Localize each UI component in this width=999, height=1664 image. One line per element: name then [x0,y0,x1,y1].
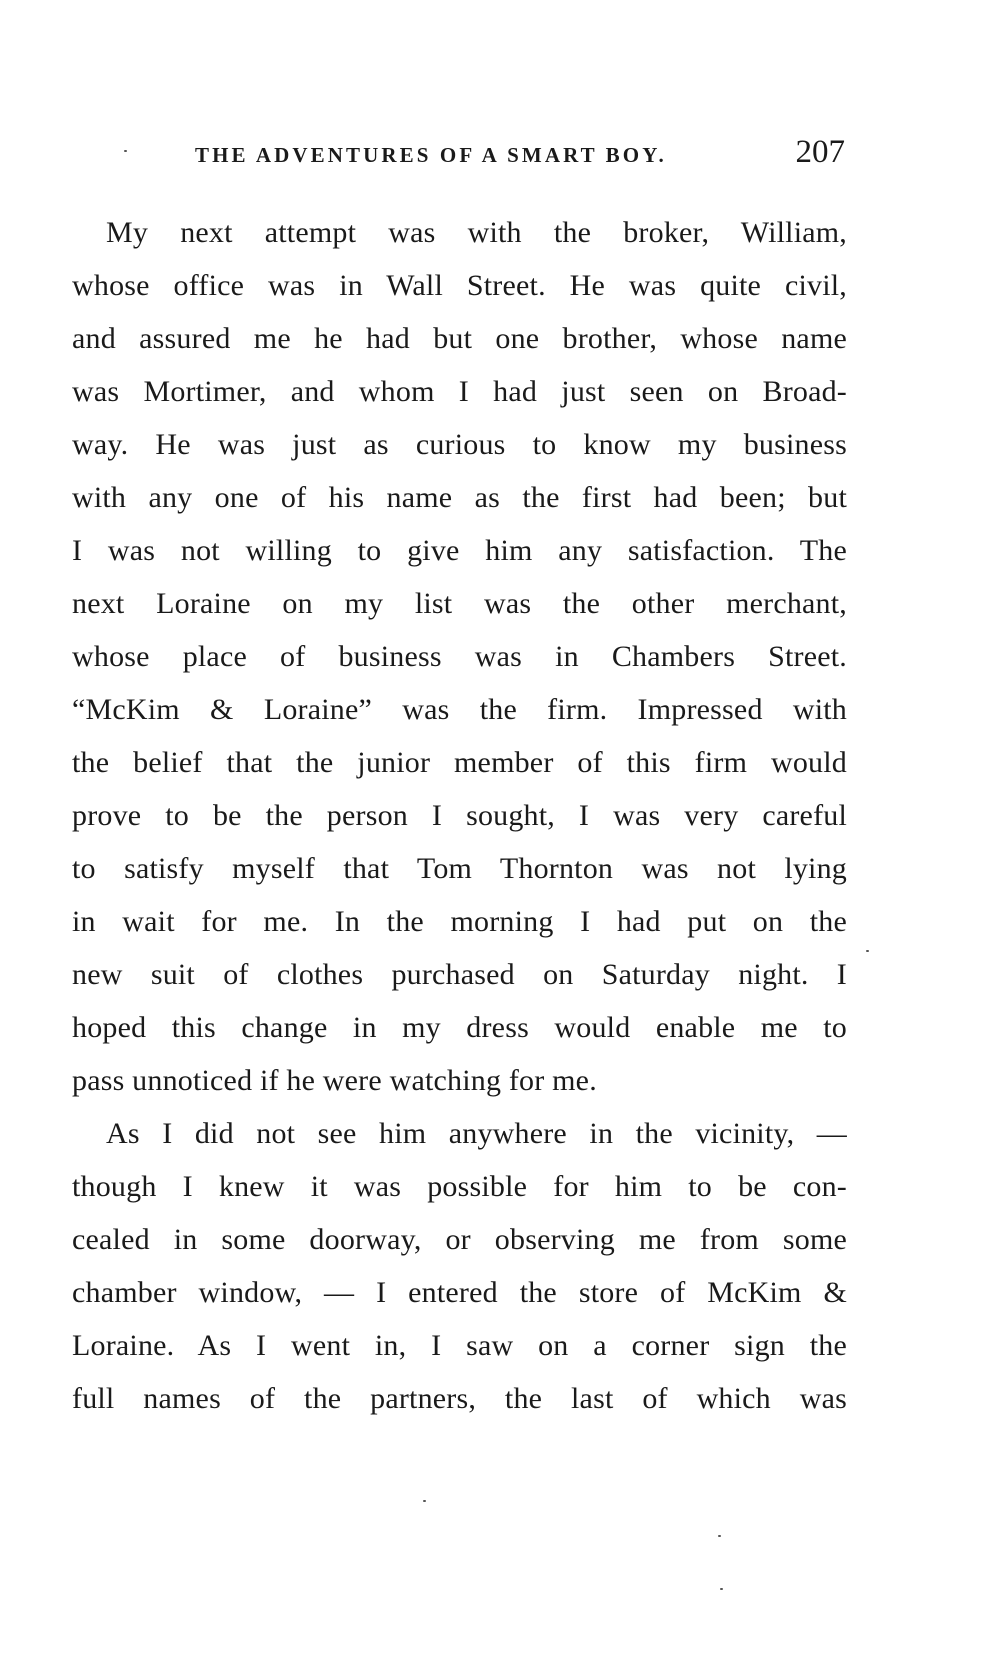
text-line: in wait for me. In the morning I had put on the [72,905,847,938]
text-line: chamber window, — I entered the store of McKim & [72,1276,847,1309]
print-speck [866,950,869,952]
text-line: next Loraine on my list was the other merchant, [72,587,847,620]
print-speck [718,1535,721,1537]
text-line: though I knew it was possible for him to be con- [72,1170,847,1203]
text-line: “McKim & Loraine” was the firm. Impressed with [72,693,847,726]
print-speck [423,1500,426,1502]
text-line: pass unnoticed if he were watching for me. [72,1064,597,1097]
text-line: with any one of his name as the first had been; but [72,481,847,514]
text-line: the belief that the junior member of this firm would [72,746,847,779]
text-line: prove to be the person I sought, I was very careful [72,799,847,832]
text-line: whose place of business was in Chambers Street. [72,640,847,673]
text-line: way. He was just as curious to know my business [72,428,847,461]
text-line: My next attempt was with the broker, William, [106,216,847,249]
print-speck [720,1588,723,1590]
text-line: I was not willing to give him any satisfaction. The [72,534,847,567]
text-line: cealed in some doorway, or observing me from some [72,1223,847,1256]
paragraph-1 [72,206,847,1107]
text-line: and assured me he had but one brother, whose name [72,322,847,355]
text-line: Loraine. As I went in, I saw on a corner sign the [72,1329,847,1362]
text-line: hoped this change in my dress would enable me to [72,1011,847,1044]
text-line: new suit of clothes purchased on Saturday night. I [72,958,847,991]
body-text [72,206,847,1425]
text-line: As I did not see him anywhere in the vicinity, — [106,1117,847,1150]
print-speck [124,150,127,152]
paragraph-2 [72,1107,847,1425]
text-line: to satisfy myself that Tom Thornton was not lying [72,852,847,885]
text-line: whose office was in Wall Street. He was quite civil, [72,269,847,302]
page-number: 207 [795,134,845,170]
text-line: was Mortimer, and whom I had just seen on Broad- [72,375,847,408]
text-line: full names of the partners, the last of which was [72,1382,847,1415]
running-title: THE ADVENTURES OF A SMART BOY. [195,143,667,167]
